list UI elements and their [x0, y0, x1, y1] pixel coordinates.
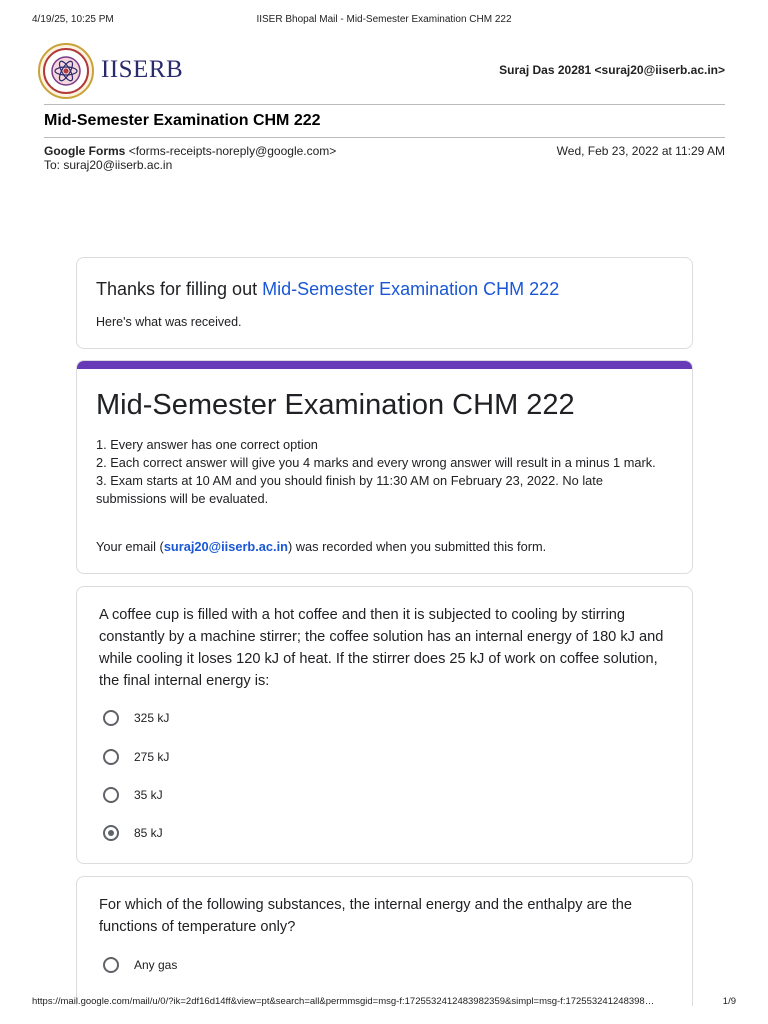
form-accent-bar — [77, 361, 692, 369]
recorded-suffix: ) was recorded when you submitted this form. — [287, 539, 547, 554]
received-text: Here's what was received. — [96, 315, 242, 329]
option-label: Any gas — [134, 958, 178, 972]
print-datetime: 4/19/25, 10:25 PM — [32, 14, 114, 25]
option-label: 85 kJ — [134, 826, 163, 840]
form-rule: 2. Each correct answer will give you 4 marks and every wrong answer will result in a minus 1 mark. — [96, 455, 656, 470]
form-rules — [96, 436, 676, 508]
question-card — [76, 876, 693, 1006]
form-link[interactable]: Mid-Semester Examination CHM 222 — [262, 279, 560, 299]
radio-button[interactable] — [103, 957, 119, 973]
divider — [44, 137, 725, 138]
email-recipient: To: suraj20@iiserb.ac.in — [44, 158, 173, 172]
print-page-title: IISER Bhopal Mail - Mid-Semester Examination CHM 222 — [256, 14, 512, 25]
radio-button[interactable] — [103, 787, 119, 803]
email-sender — [44, 144, 336, 158]
iiser-bhopal-seal-icon — [38, 43, 94, 99]
divider — [44, 104, 725, 105]
radio-button[interactable] — [103, 710, 119, 726]
option-label: 275 kJ — [134, 750, 170, 764]
thanks-prefix: Thanks for filling out — [96, 279, 258, 299]
option-label: 325 kJ — [134, 711, 170, 725]
sender-name: Google Forms — [44, 144, 126, 158]
sender-address: <forms-receipts-noreply@google.com> — [128, 144, 337, 158]
answer-option[interactable] — [103, 785, 163, 805]
email-date: Wed, Feb 23, 2022 at 11:29 AM — [556, 144, 725, 158]
thanks-heading — [96, 279, 559, 300]
form-rule: 1. Every answer has one correct option — [96, 437, 318, 452]
receipt-card — [76, 257, 693, 349]
radio-button-selected[interactable] — [103, 825, 119, 841]
form-header-card — [76, 360, 693, 574]
email-recorded-note — [96, 539, 546, 554]
answer-option[interactable] — [103, 955, 177, 975]
radio-button[interactable] — [103, 749, 119, 765]
answer-option[interactable] — [103, 747, 169, 767]
answer-option[interactable] — [103, 708, 169, 728]
question-card — [76, 586, 693, 864]
brand-name: IISERB — [101, 56, 184, 83]
email-subject: Mid-Semester Examination CHM 222 — [44, 112, 321, 129]
recorded-prefix: Your email ( — [96, 539, 164, 554]
recorded-email-link[interactable]: suraj20@iiserb.ac.in — [163, 539, 288, 554]
page-number: 1/9 — [722, 996, 736, 1007]
question-text: For which of the following substances, the internal energy and the enthalpy are the functions of temperature only? — [99, 897, 632, 935]
option-label: 35 kJ — [134, 788, 163, 802]
answer-option[interactable] — [103, 823, 163, 843]
form-title: Mid-Semester Examination CHM 222 — [96, 389, 575, 421]
question-text: A coffee cup is filled with a hot coffee and then it is subjected to cooling by stirring constantly by a machine stirrer; the coffee solution has an internal energy of 180 kJ and while cooling it loses 120 kJ of heat. If the stirrer does 25 kJ of work on coffee solution, the final internal energy is: — [99, 607, 664, 689]
account-label: Suraj Das 20281 <suraj20@iiserb.ac.in> — [499, 63, 725, 77]
form-rule: 3. Exam starts at 10 AM and you should finish by 11:30 AM on February 23, 2022. No late submissions will be evaluated. — [96, 473, 603, 506]
print-url: https://mail.google.com/mail/u/0/?ik=2df16d14ff&view=pt&search=all&permmsgid=msg-f:1725532412483982359&simpl=msg-f:172553241248398… — [32, 996, 655, 1007]
